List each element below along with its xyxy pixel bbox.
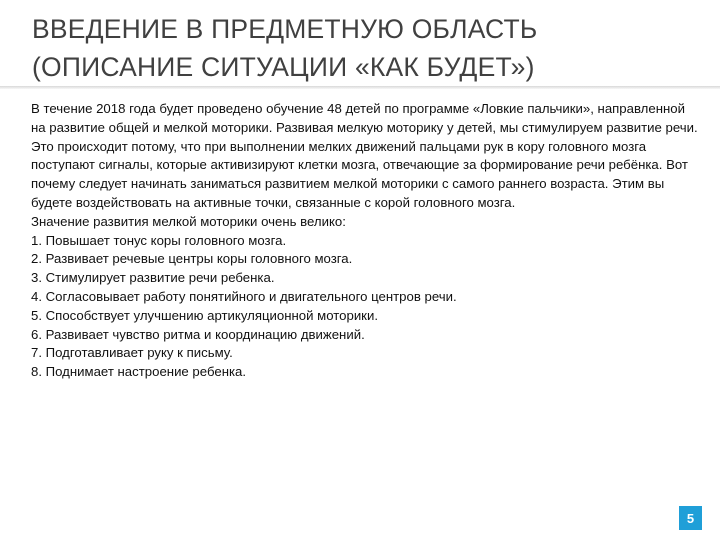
list-item: 5. Способствует улучшению артикуляционной моторики. [31, 307, 378, 323]
list-item: 3. Стимулирует развитие речи ребенка. [31, 270, 275, 286]
title-divider [0, 86, 720, 89]
slide-title-line-1: ВВЕДЕНИЕ В ПРЕДМЕТНУЮ ОБЛАСТЬ [32, 14, 538, 44]
page-number-badge: 5 [679, 506, 702, 530]
slide-body [31, 100, 701, 382]
list-item: 4. Согласовывает работу понятийного и двигательного центров речи. [31, 288, 457, 304]
list-item: 2. Развивает речевые центры коры головного мозга. [31, 251, 353, 267]
list-item: 7. Подготавливает руку к письму. [31, 345, 233, 361]
list-item: 8. Поднимает настроение ребенка. [31, 364, 247, 380]
list-item: 6. Развивает чувство ритма и координацию движений. [31, 326, 365, 342]
list-intro: Значение развития мелкой моторики очень велико: [31, 213, 346, 229]
slide-title [32, 10, 692, 86]
intro-paragraph: В течение 2018 года будет проведено обучение 48 детей по программе «Ловкие пальчики», направленной на развитие общей и мелкой моторики. Развивая мелкую моторику у детей, мы стимулируем развитие речи. Это происходит потому, что при выполнении мелких движений пальцами рук в кору головного мозга поступают сигналы, которые активизируют клетки мозга, отвечающие за формирование речи ребёнка. Вот почему следует начинать заниматься развитием мелкой моторики с самого раннего возраста. Этим вы будете воздействовать на активные точки, связанные с корой головного мозга. [31, 101, 698, 210]
slide-title-line-2: (ОПИСАНИЕ СИТУАЦИИ «КАК БУДЕТ») [32, 52, 535, 82]
benefits-list [31, 232, 701, 382]
list-item: 1. Повышает тонус коры головного мозга. [31, 232, 287, 248]
